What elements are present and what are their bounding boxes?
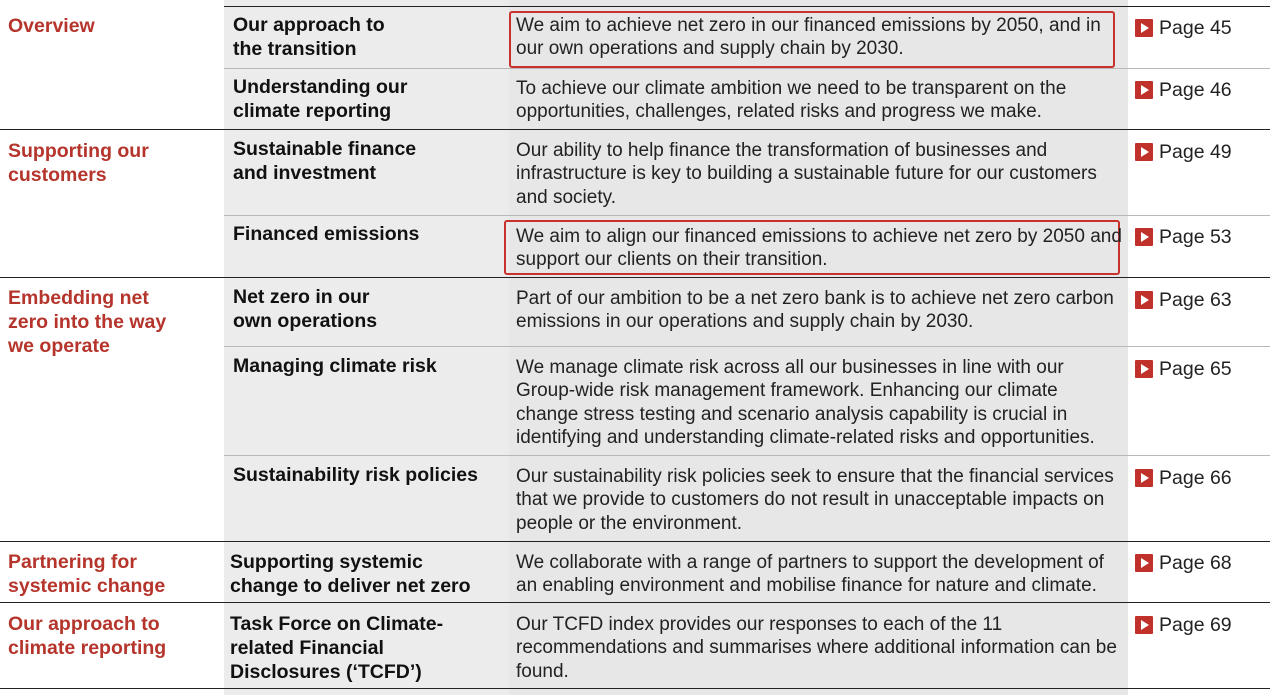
row-description: Our sustainability risk policies seek to ensure that the financial services that we provide to customers do not result in unacceptable impacts on people or the environment. [516,466,1114,534]
row-description: Part of our ambition to be a net zero bank is to achieve net zero carbon emissions in our operations and supply chain by 2030. [516,288,1114,333]
play-arrow-icon [1135,291,1153,309]
play-arrow-icon [1135,19,1153,37]
row-divider [224,68,1270,69]
page-link[interactable] [1135,551,1232,575]
row-divider [224,215,1270,216]
section-divider [0,602,1270,603]
row-topic: Supporting systemic change to deliver net zero [230,551,471,597]
section-label-partnering: Partnering for systemic change [8,551,166,597]
page-number: Page 69 [1159,613,1232,636]
row-topic: Managing climate risk [233,355,437,377]
row-description: Our ability to help finance the transformation of businesses and infrastructure is key to building a sustainable future for our customers and society. [516,140,1097,208]
row-topic: Understanding our climate reporting [233,76,408,122]
section-label-climate-reporting: Our approach to climate reporting [8,613,167,659]
row-description: We aim to align our financed emissions to achieve net zero by 2050 and support our clients on their transition. [516,226,1122,271]
page-number: Page 65 [1159,357,1232,380]
top-rule [224,6,1270,7]
page-number: Page 68 [1159,551,1232,574]
row-description: To achieve our climate ambition we need to be transparent on the opportunities, challenges, related risks and progress we make. [516,78,1067,123]
section-divider [0,129,1270,130]
row-description: We aim to achieve net zero in our financed emissions by 2050, and in our own operations and supply chain by 2030. [516,15,1101,60]
page-link[interactable] [1135,140,1232,164]
page-column-background [1128,0,1280,695]
play-arrow-icon [1135,554,1153,572]
section-label-embedding-net-zero: Embedding net zero into the way we operate [8,287,167,357]
page-number: Page 45 [1159,16,1232,39]
page-number: Page 63 [1159,288,1232,311]
row-divider [224,346,1270,347]
row-topic: Our approach to the transition [233,14,385,60]
page-link[interactable] [1135,466,1232,490]
row-divider [224,455,1270,456]
play-arrow-icon [1135,143,1153,161]
row-description: We collaborate with a range of partners to support the development of an enabling environment and mobilise finance for nature and climate. [516,552,1104,597]
page-link[interactable] [1135,225,1232,249]
play-arrow-icon [1135,360,1153,378]
page-number: Page 53 [1159,225,1232,248]
row-topic: Sustainable finance and investment [233,138,417,184]
row-description: Our TCFD index provides our responses to each of the 11 recommendations and summarises where additional information can be found. [516,614,1117,682]
page-number: Page 49 [1159,140,1232,163]
page-link[interactable] [1135,357,1232,381]
page-link[interactable] [1135,288,1232,312]
section-label-overview: Overview [8,15,95,37]
bottom-rule [0,688,1270,689]
section-divider [0,541,1270,542]
row-topic: Task Force on Climate- related Financial Disclosures (‘TCFD’) [230,613,444,683]
page-link[interactable] [1135,16,1232,40]
row-topic: Sustainability risk policies [233,464,478,486]
play-arrow-icon [1135,469,1153,487]
page-number: Page 46 [1159,78,1232,101]
play-arrow-icon [1135,228,1153,246]
play-arrow-icon [1135,81,1153,99]
row-description: We manage climate risk across all our businesses in line with our Group-wide risk management framework. Enhancing our climate change stress testing and scenario analysis capability is crucial in identifying and understanding climate-related risks and opportunities. [516,357,1095,449]
row-topic: Financed emissions [233,223,420,245]
page-link[interactable] [1135,78,1232,102]
section-label-supporting-customers: Supporting our customers [8,140,149,186]
page-number: Page 66 [1159,466,1232,489]
play-arrow-icon [1135,616,1153,634]
row-topic: Net zero in our own operations [233,286,378,332]
page-link[interactable] [1135,613,1232,637]
section-divider [0,277,1270,278]
